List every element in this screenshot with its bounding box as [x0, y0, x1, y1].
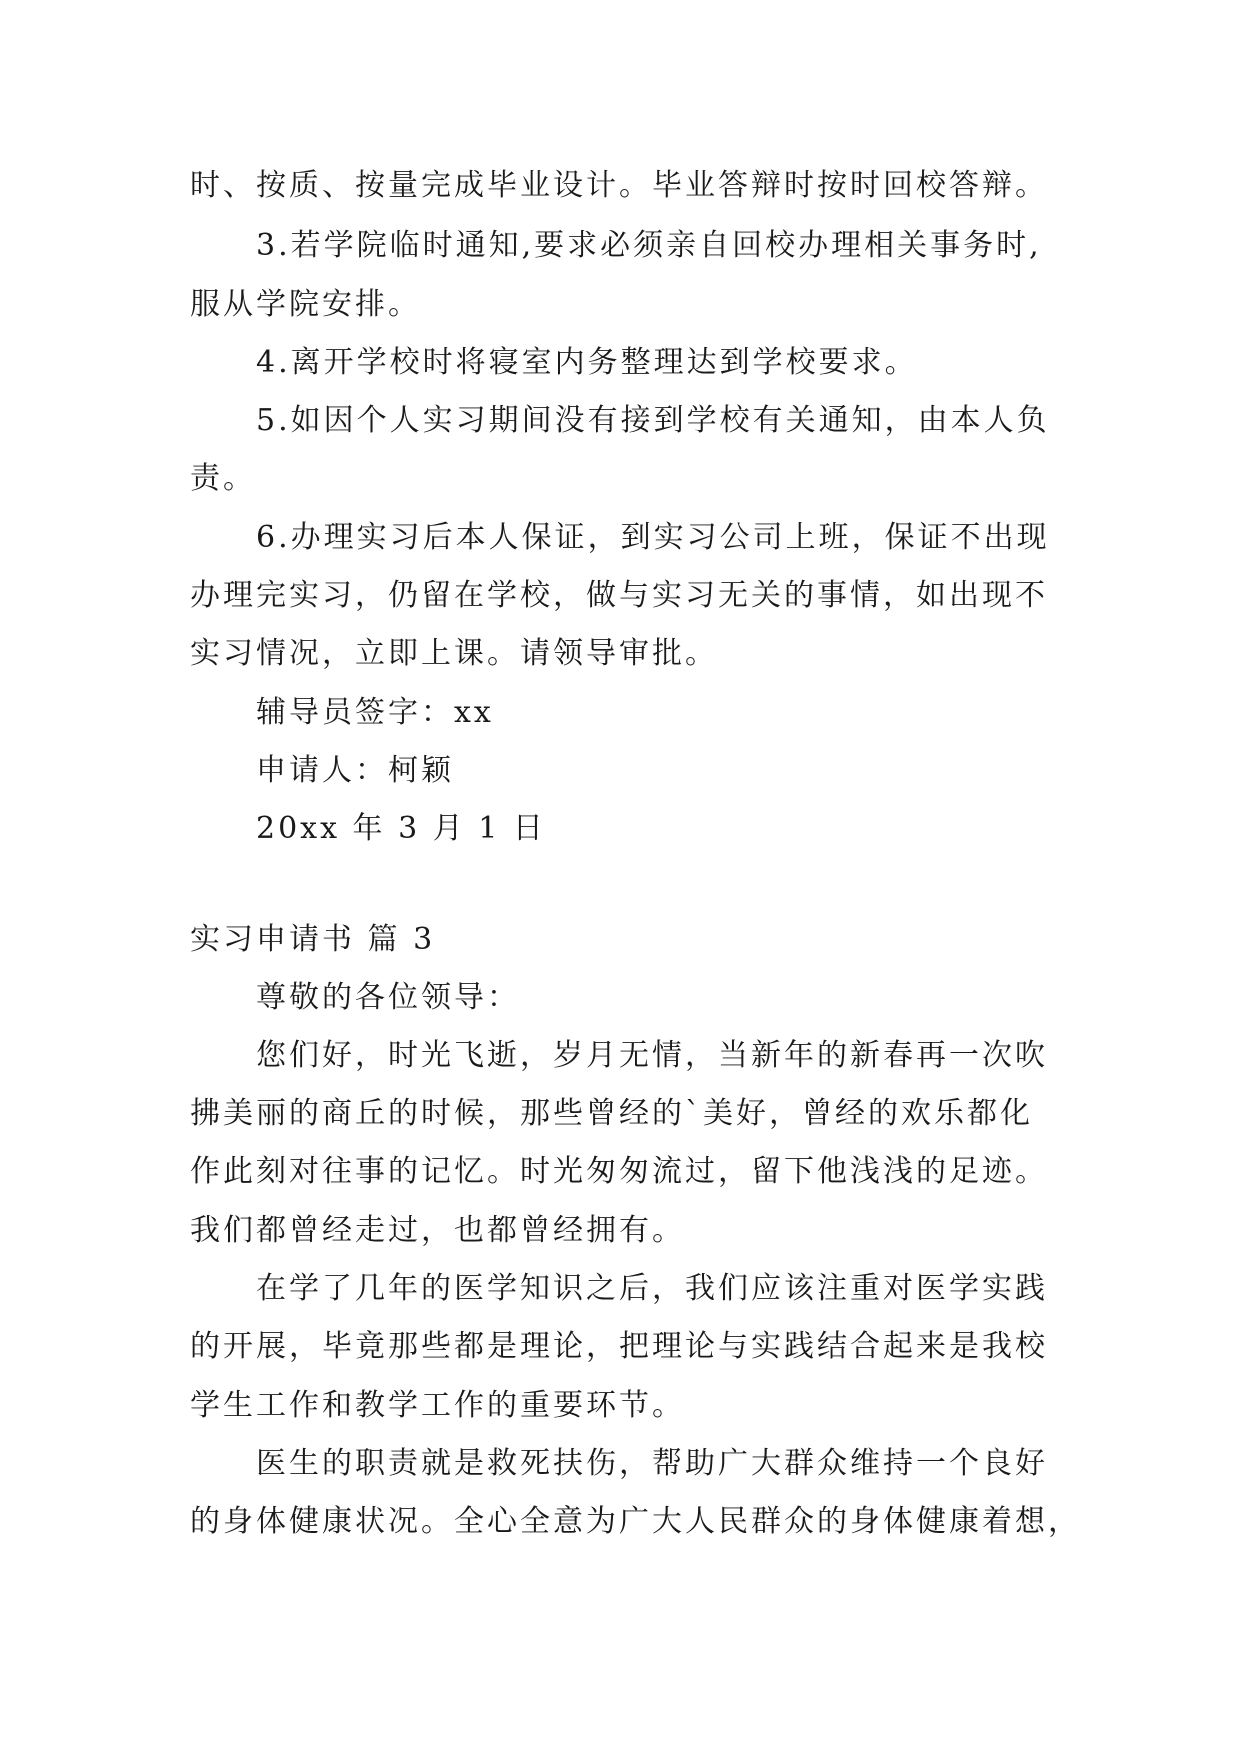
body-text-line: 办理完实习，仍留在学校，做与实习无关的事情，如出现不: [190, 578, 1048, 613]
section-heading: 实习申请书 篇 3: [190, 922, 436, 957]
body-text-line: 拂美丽的商丘的时候，那些曾经的`美好，曾经的欢乐都化: [190, 1096, 1033, 1131]
body-text-line: 在学了几年的医学知识之后，我们应该注重对医学实践: [256, 1271, 1048, 1306]
salutation: 尊敬的各位领导：: [256, 980, 520, 1015]
body-text-line: 6.办理实习后本人保证，到实习公司上班，保证不出现: [256, 520, 1050, 555]
body-text-line: 我们都曾经走过，也都曾经拥有。: [190, 1213, 685, 1248]
document-date: 20xx 年 3 月 1 日: [256, 811, 546, 846]
body-text-line: 的身体健康状况。全心全意为广大人民群众的身体健康着想，: [190, 1504, 1081, 1539]
body-text-line: 的开展，毕竟那些都是理论，把理论与实践结合起来是我校: [190, 1329, 1048, 1364]
body-text-line: 学生工作和教学工作的重要环节。: [190, 1388, 685, 1423]
body-text-line: 服从学院安排。: [190, 287, 421, 322]
body-text-line: 医生的职责就是救死扶伤，帮助广大群众维持一个良好: [256, 1446, 1048, 1481]
body-text-line: 5.如因个人实习期间没有接到学校有关通知，由本人负: [256, 403, 1050, 438]
body-text-line: 时、按质、按量完成毕业设计。毕业答辩时按时回校答辩。: [190, 168, 1048, 203]
applicant-name: 申请人：柯颖: [256, 753, 454, 788]
body-text-line: 4.离开学校时将寝室内务整理达到学校要求。: [256, 345, 918, 380]
body-text-line: 作此刻对往事的记忆。时光匆匆流过，留下他浅浅的足迹。: [190, 1154, 1048, 1189]
body-text-line: 3.若学院临时通知,要求必须亲自回校办理相关事务时,: [256, 228, 1042, 263]
body-text-line: 您们好，时光飞逝，岁月无情，当新年的新春再一次吹: [256, 1038, 1048, 1073]
body-text-line: 责。: [190, 461, 256, 496]
counselor-signature: 辅导员签字：xx: [256, 695, 494, 730]
body-text-line: 实习情况，立即上课。请领导审批。: [190, 636, 718, 671]
